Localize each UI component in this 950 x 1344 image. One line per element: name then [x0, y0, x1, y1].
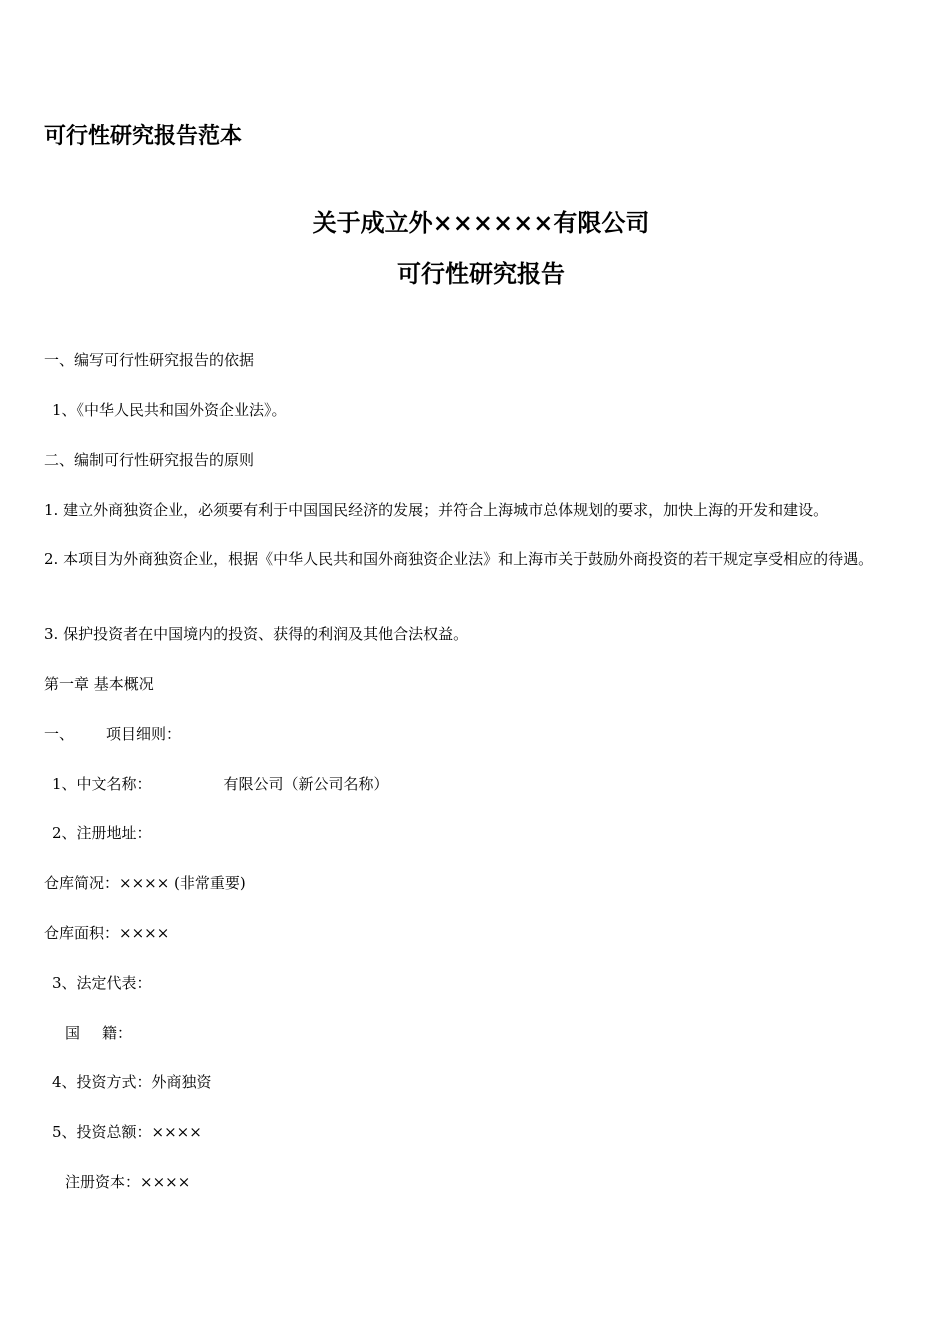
principle-2: 2. 本项目为外商独资企业，根据《中华人民共和国外商独资企业法》和上海市关于鼓励外商投资的若干规定享受相应的待遇。	[44, 550, 874, 568]
principle-1: 1. 建立外商独资企业，必须要有利于中国国民经济的发展；并符合上海城市总体规划的要求，加快上海的开发和建设。	[44, 501, 829, 519]
nationality-label-part2: 籍：	[102, 1024, 133, 1042]
section1-heading: 一、编写可行性研究报告的依据	[44, 351, 255, 369]
chinese-name-row	[52, 772, 932, 796]
chapter1-heading: 第一章 基本概况	[44, 675, 154, 693]
nationality-row	[65, 1021, 945, 1045]
section2-heading: 二、编制可行性研究报告的原则	[44, 451, 255, 469]
principle-3: 3. 保护投资者在中国境内的投资、获得的利润及其他合法权益。	[44, 625, 469, 643]
chinese-name-label: 1、中文名称：	[52, 775, 152, 793]
investment-method: 4、投资方式：外商独资	[52, 1073, 212, 1091]
total-investment: 5、投资总额：××××	[52, 1123, 202, 1141]
project-details-number: 一、	[44, 725, 75, 743]
chinese-name-value: 有限公司（新公司名称）	[223, 775, 389, 793]
legal-representative: 3、法定代表：	[52, 974, 152, 992]
document-header-title: 可行性研究报告范本	[44, 123, 243, 149]
registered-capital: 注册资本：××××	[65, 1173, 191, 1191]
registered-address: 2、注册地址：	[52, 824, 152, 842]
warehouse-overview: 仓库简况：×××× (非常重要)	[44, 874, 246, 892]
section1-item1: 1、《中华人民共和国外资企业法》。	[52, 401, 287, 419]
report-title-line1: 关于成立外××××××有限公司	[312, 208, 650, 237]
warehouse-area: 仓库面积：××××	[44, 924, 170, 942]
project-details-label: 项目细则：	[106, 725, 182, 743]
report-title-line2: 可行性研究报告	[397, 259, 565, 288]
nationality-label-part1: 国	[65, 1024, 81, 1042]
project-details-heading	[44, 722, 924, 746]
